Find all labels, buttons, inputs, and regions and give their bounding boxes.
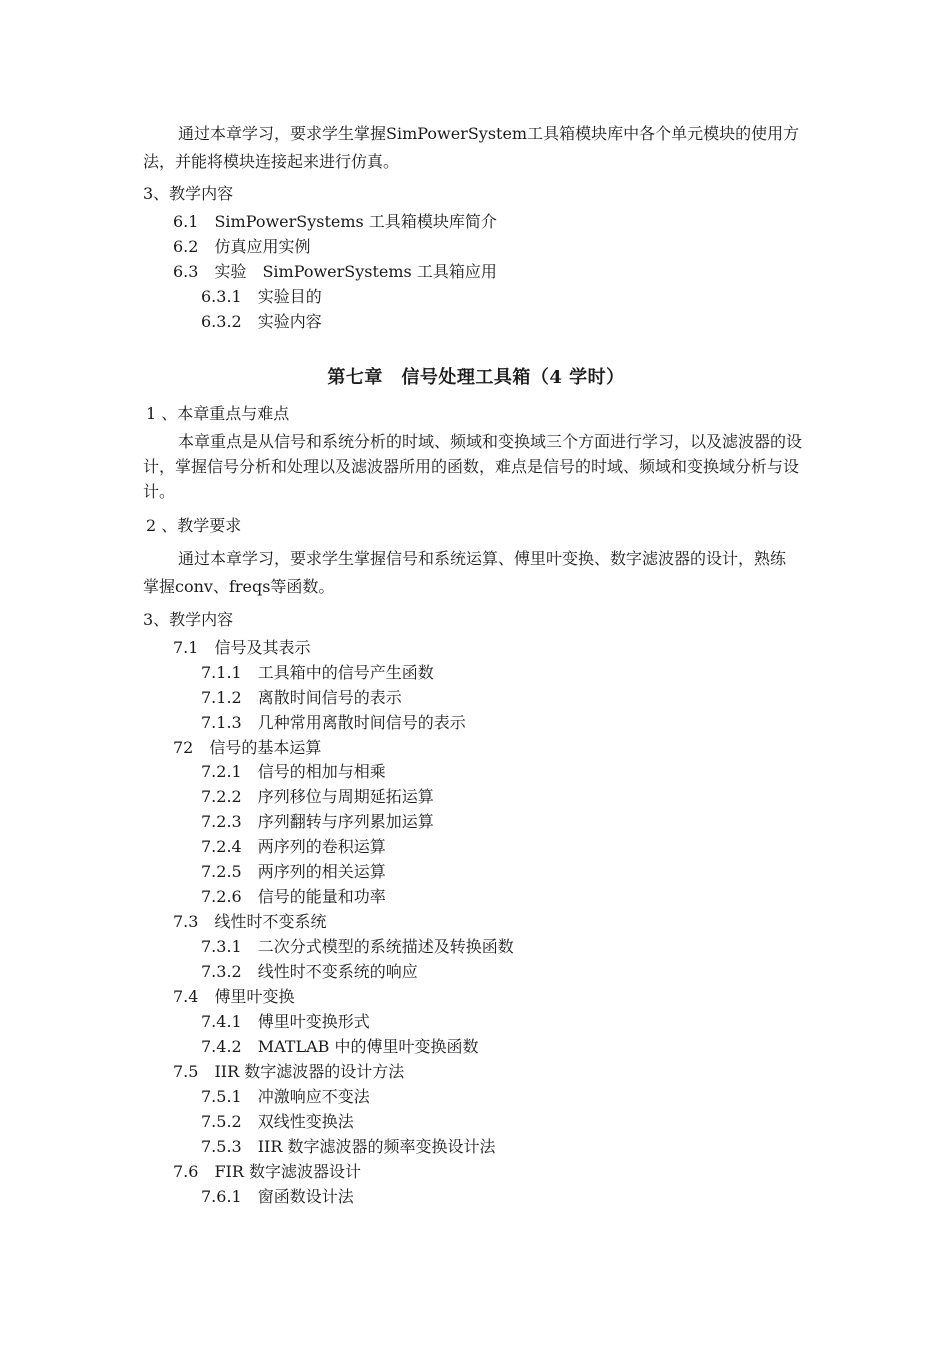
- toc-item: 7.5 IIR 数字滤波器的设计方法: [173, 1062, 405, 1081]
- toc-subitem: 7.6.1 窗函数设计法: [201, 1187, 354, 1206]
- toc-item: 6.3 实验 SimPowerSystems 工具箱应用: [173, 262, 497, 281]
- paragraph-line: 掌握conv、freqs等函数。: [143, 577, 335, 596]
- toc-item: 72 信号的基本运算: [173, 738, 322, 757]
- toc-subitem: 6.3.2 实验内容: [201, 312, 322, 331]
- toc-subitem: 7.2.2 序列移位与周期延拓运算: [201, 787, 434, 806]
- toc-subitem: 7.5.1 冲激响应不变法: [201, 1087, 370, 1106]
- toc-item: 7.3 线性时不变系统: [173, 912, 327, 931]
- toc-subitem: 7.2.5 两序列的相关运算: [201, 862, 386, 881]
- paragraph-line: 计。: [143, 482, 176, 501]
- toc-item: 6.1 SimPowerSystems 工具箱模块库简介: [173, 212, 497, 231]
- toc-subitem: 7.2.6 信号的能量和功率: [201, 887, 386, 906]
- section-heading: 1 、本章重点与难点: [146, 404, 290, 423]
- toc-subitem: 7.3.2 线性时不变系统的响应: [201, 962, 418, 981]
- toc-subitem: 7.4.2 MATLAB 中的傅里叶变换函数: [201, 1037, 479, 1056]
- chapter-title: 第七章 信号处理工具箱（4 学时）: [327, 367, 625, 388]
- toc-item: 7.1 信号及其表示: [173, 638, 311, 657]
- toc-item: 6.2 仿真应用实例: [173, 237, 311, 256]
- toc-subitem: 7.4.1 傅里叶变换形式: [201, 1012, 370, 1031]
- toc-subitem: 6.3.1 实验目的: [201, 287, 322, 306]
- toc-subitem: 7.1.1 工具箱中的信号产生函数: [201, 663, 434, 682]
- toc-subitem: 7.2.3 序列翻转与序列累加运算: [201, 812, 434, 831]
- intro-paragraph-line: 法，并能将模块连接起来进行仿真。: [143, 152, 400, 171]
- toc-subitem: 7.3.1 二次分式模型的系统描述及转换函数: [201, 937, 514, 956]
- toc-item: 7.6 FIR 数字滤波器设计: [173, 1162, 362, 1181]
- paragraph-line: 通过本章学习，要求学生掌握信号和系统运算、傅里叶变换、数字滤波器的设计，熟练: [178, 549, 787, 568]
- section-heading: 3、教学内容: [143, 610, 234, 629]
- toc-subitem: 7.5.3 IIR 数字滤波器的频率变换设计法: [201, 1137, 496, 1156]
- section-heading: 2 、教学要求: [146, 516, 242, 535]
- intro-paragraph-line: 通过本章学习，要求学生掌握SimPowerSystem工具箱模块库中各个单元模块的使用方: [178, 124, 800, 143]
- paragraph-line: 本章重点是从信号和系统分析的时域、频域和变换域三个方面进行学习，以及滤波器的设: [178, 432, 803, 451]
- toc-subitem: 7.1.2 离散时间信号的表示: [201, 688, 402, 707]
- section-heading: 3、教学内容: [143, 184, 234, 203]
- toc-subitem: 7.5.2 双线性变换法: [201, 1112, 354, 1131]
- toc-subitem: 7.2.4 两序列的卷积运算: [201, 837, 386, 856]
- toc-subitem: 7.2.1 信号的相加与相乘: [201, 762, 386, 781]
- paragraph-line: 计，掌握信号分析和处理以及滤波器所用的函数，难点是信号的时域、频域和变换域分析与设: [143, 457, 800, 476]
- toc-subitem: 7.1.3 几种常用离散时间信号的表示: [201, 713, 466, 732]
- toc-item: 7.4 傅里叶变换: [173, 987, 295, 1006]
